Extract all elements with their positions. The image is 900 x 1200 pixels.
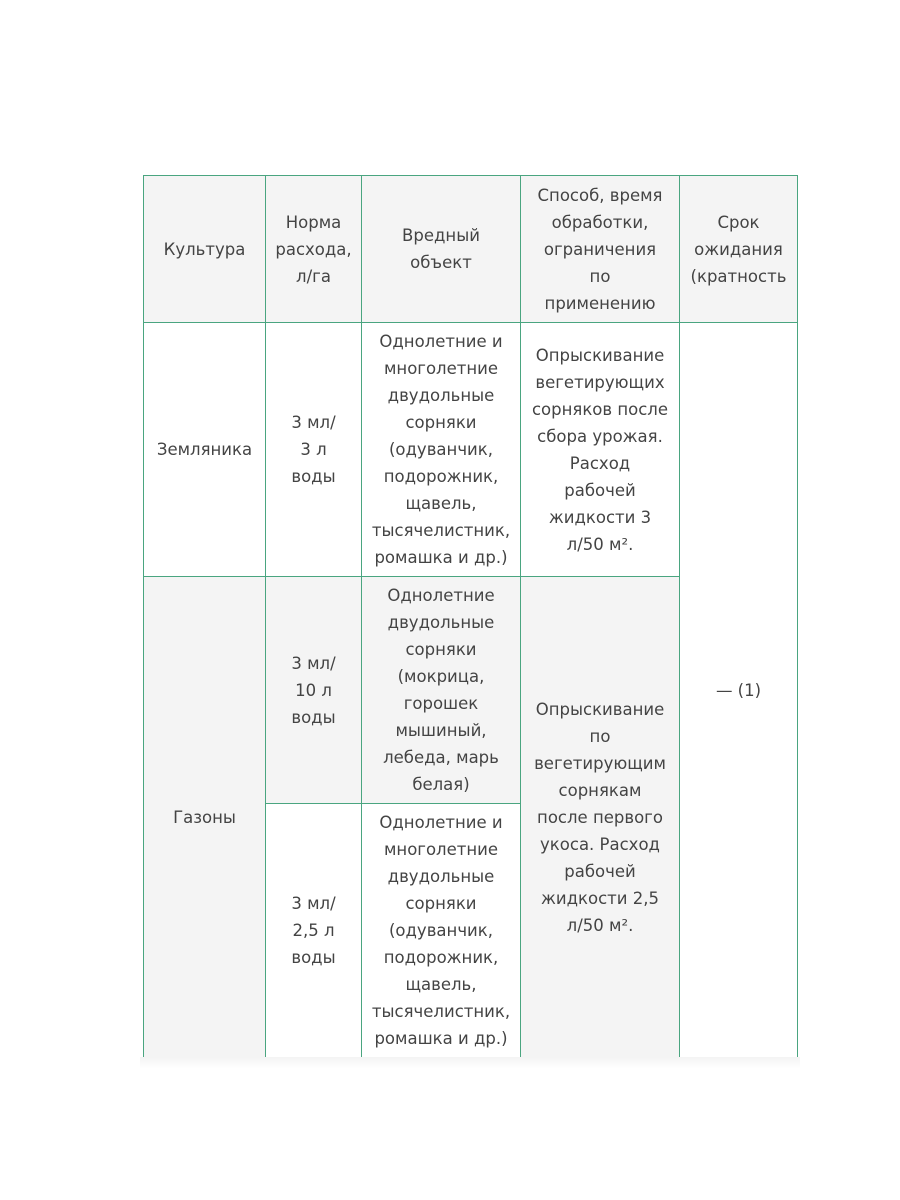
cell-rate: 3 мл/ 2,5 л воды [266,804,362,1058]
cell-method: Опрыскивание по вегетирующим сорнякам после первого укоса. Расход рабочей жидкости 2,5 л/50 м². [521,577,680,1058]
header-method: Способ, время обработки, ограничения по применению [521,176,680,323]
cell-culture: Газоны [144,577,266,1058]
cell-rate: 3 мл/ 10 л воды [266,577,362,804]
header-culture: Культура [144,176,266,323]
cell-pest: Однолетние и многолетние двудольные сорняки (одуванчик, подорожник, щавель, тысячелистник, ромашка и др.) [362,804,521,1058]
cell-pest: Однолетние и многолетние двудольные сорняки (одуванчик, подорожник, щавель, тысячелистник, ромашка и др.) [362,323,521,577]
cell-method: Опрыскивание вегетирующих сорняков после сбора урожая. Расход рабочей жидкости 3 л/50 м². [521,323,680,577]
header-pest: Вредный объект [362,176,521,323]
cell-pest: Однолетние двудольные сорняки (мокрица, горошек мышиный, лебеда, марь белая) [362,577,521,804]
cell-rate: 3 мл/ 3 л воды [266,323,362,577]
cell-culture: Земляника [144,323,266,577]
header-rate: Норма расхода, л/га [266,176,362,323]
cell-waiting-period: — (1) [680,323,798,1058]
header-waiting-period: Срок ожидания (кратность [680,176,798,323]
table-bottom-shadow [140,1057,800,1069]
header-row [144,176,798,323]
pesticide-usage-table [143,175,798,1058]
table-row [144,323,798,577]
